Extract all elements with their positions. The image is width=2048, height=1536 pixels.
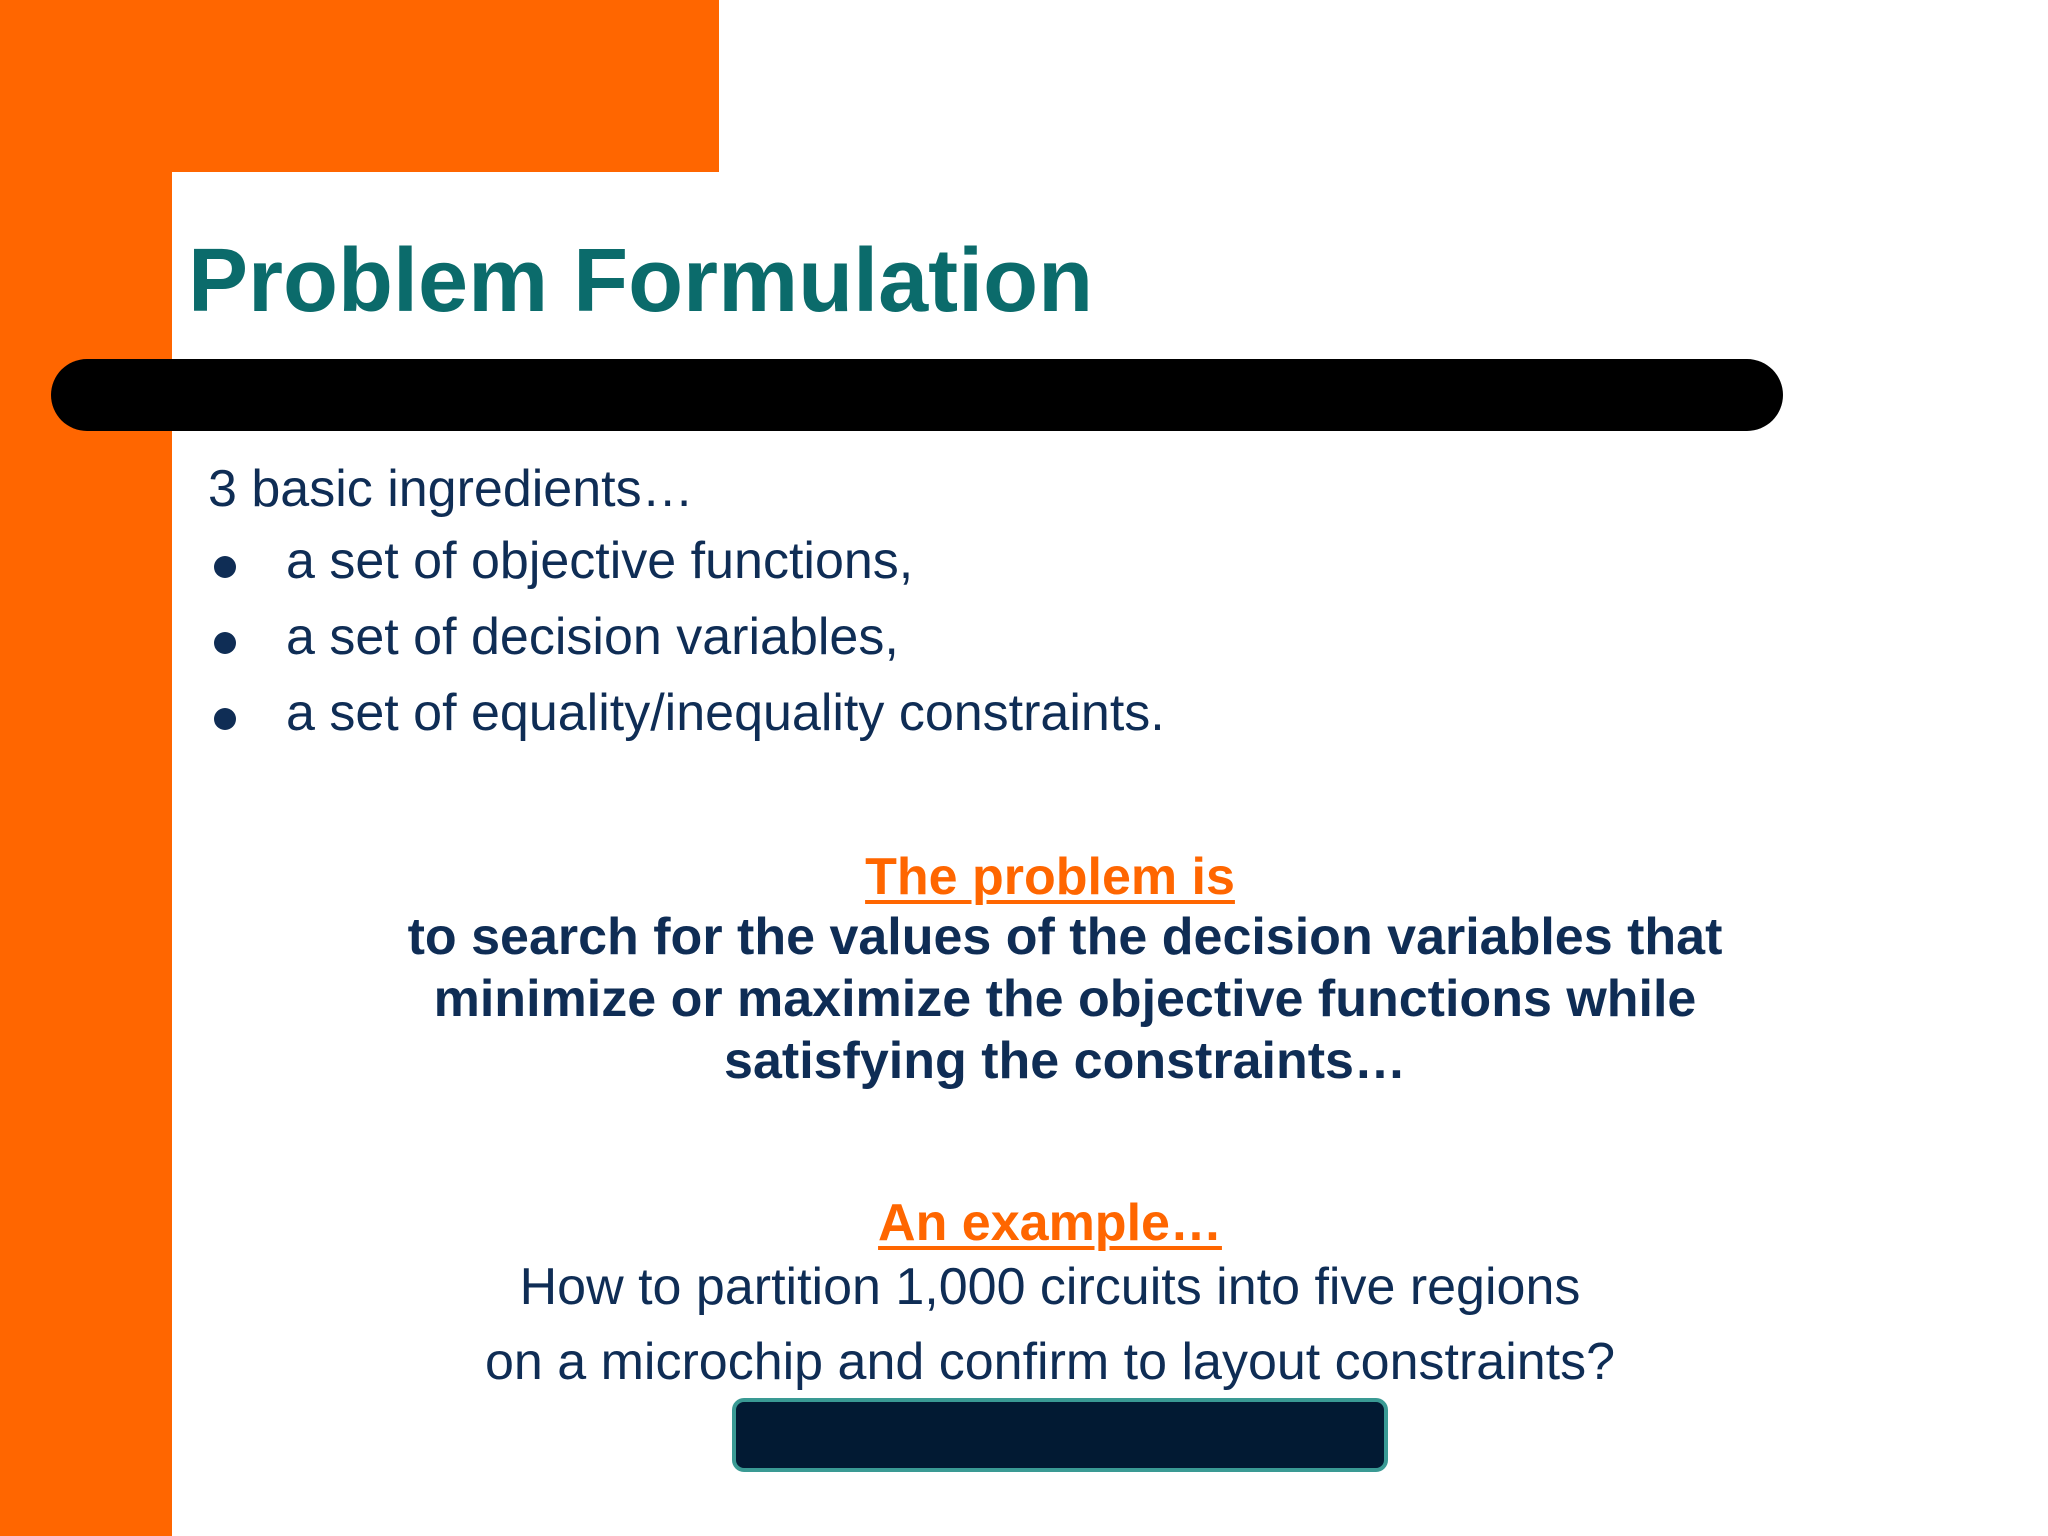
list-item-text: a set of equality/inequality constraints. <box>286 684 1165 742</box>
bottom-box <box>732 1398 1388 1472</box>
example-line: on a microchip and confirm to layout constraints? <box>484 1333 1616 1391</box>
bullet-dot-icon <box>214 708 236 730</box>
slide-title: Problem Formulation <box>188 231 1094 331</box>
problem-heading-block <box>250 846 1850 908</box>
problem-line: to search for the values of the decision variables that <box>407 908 1723 966</box>
list-item-text: a set of decision variables, <box>286 608 899 666</box>
problem-heading: The problem is <box>865 848 1235 906</box>
example-heading: An example… <box>878 1194 1222 1252</box>
example-heading-block <box>250 1192 1850 1254</box>
example-line: How to partition 1,000 circuits into five regions <box>519 1258 1581 1316</box>
problem-line: minimize or maximize the objective functions while <box>433 970 1697 1028</box>
intro-text: 3 basic ingredients… <box>208 460 694 518</box>
list-item-text: a set of objective functions, <box>286 532 914 590</box>
example-statement <box>250 1250 1850 1400</box>
title-underline-bar <box>51 359 1783 431</box>
bullet-dot-icon <box>214 632 236 654</box>
problem-statement <box>330 906 1800 1092</box>
orange-left-band <box>0 0 172 1536</box>
bullet-dot-icon <box>214 556 236 578</box>
problem-line: satisfying the constraints… <box>724 1032 1406 1090</box>
